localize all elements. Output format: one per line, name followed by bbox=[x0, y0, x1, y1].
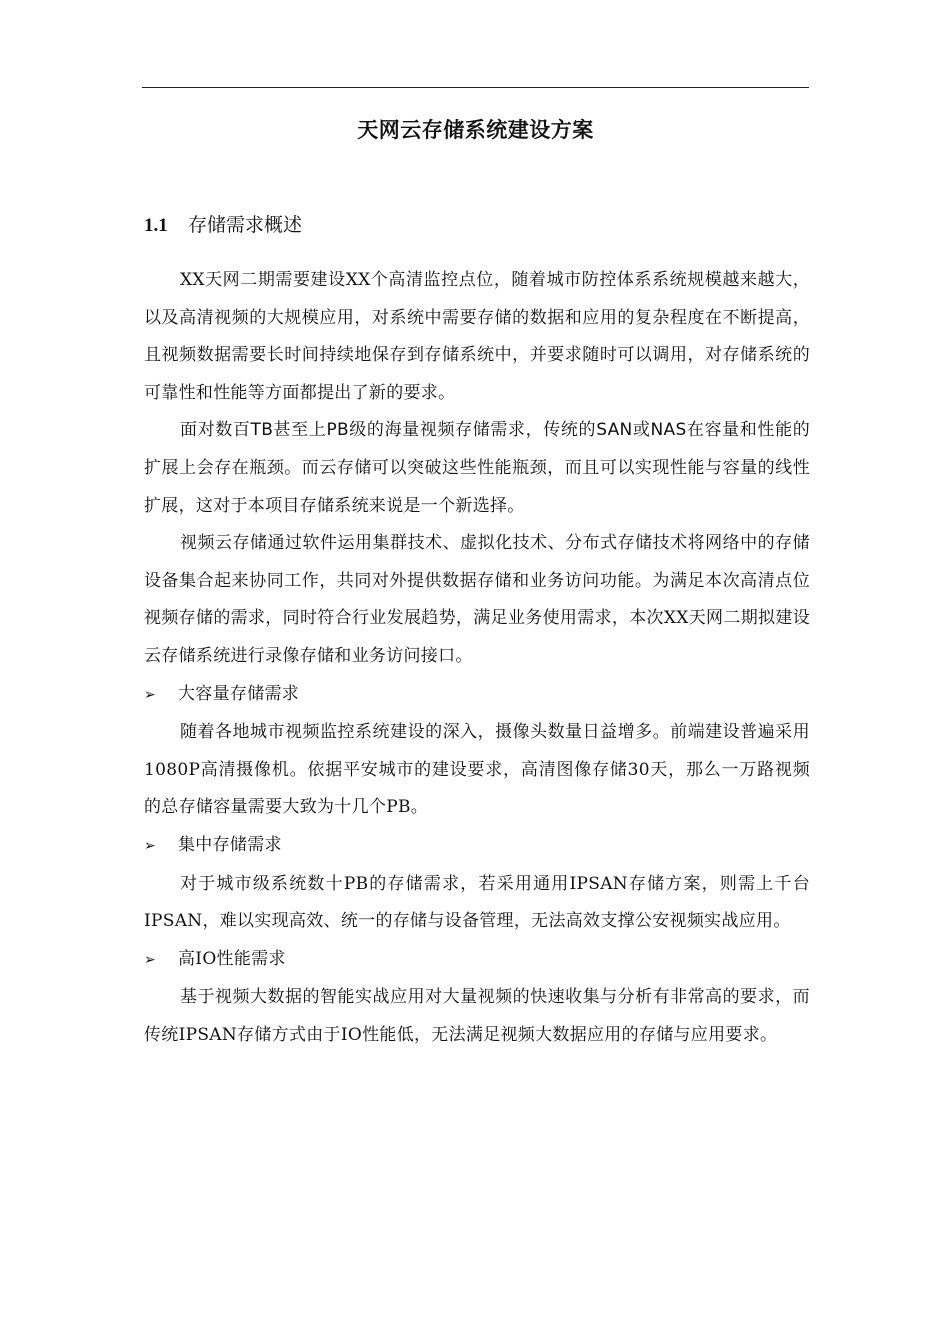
arrow-bullet-icon: ➢ bbox=[144, 951, 157, 968]
header-rule bbox=[142, 87, 809, 88]
p2-term-nas: NAS bbox=[650, 420, 687, 441]
requirement-heading-label: 大容量存储需求 bbox=[178, 683, 300, 704]
section-title: 存储需求概述 bbox=[188, 214, 303, 236]
paragraph-cloud-storage: 视频云存储通过软件运用集群技术、虚拟化技术、分布式存储技术将网络中的存储设备集合起来协同工作，共同对外提供数据存储和业务访问功能。为满足本次高清点位视频存储的需求，同时符合行业发展趋势，满足业务使用需求，本次XX天网二期拟建设云存储系统进行录像存储和业务访问接口。 bbox=[144, 533, 810, 666]
requirement-heading bbox=[144, 941, 810, 980]
p2-text-5: 在容量和性能的扩展上会存在瓶颈。而云存储可以突破这些性能瓶颈，而且可以实现性能与容量的线性扩展，这对于本项目存储系统来说是一个新选择。 bbox=[144, 420, 810, 516]
arrow-bullet-icon: ➢ bbox=[144, 686, 157, 703]
requirement-heading bbox=[144, 676, 810, 715]
p2-term-san: SAN bbox=[596, 420, 633, 441]
requirement-paragraph: 对于城市级系统数十PB的存储需求，若采用通用IPSAN存储方案，则需上千台IPSAN，难以实现高效、统一的存储与设备管理，无法高效支撑公安视频实战应用。 bbox=[144, 873, 810, 932]
requirement-paragraph: 基于视频大数据的智能实战应用对大量视频的快速收集与分析有非常高的要求，而传统IPSAN存储方式由于IO性能低，无法满足视频大数据应用的存储与应用要求。 bbox=[144, 987, 810, 1045]
document-body bbox=[144, 262, 810, 1054]
p2-text-2: 甚至上 bbox=[273, 420, 327, 441]
section-number: 1.1 bbox=[144, 215, 168, 236]
requirement-heading-label: 高IO性能需求 bbox=[178, 948, 286, 969]
requirement-heading-label: 集中存储需求 bbox=[178, 834, 282, 855]
requirement-paragraph: 随着各地城市视频监控系统建设的深入，摄像头数量日益增多。前端建设普遍采用1080P高清摄像机。依据平安城市的建设要求，高清图像存储30天，那么一万路视频的总存储容量需要大致为十几个PB。 bbox=[144, 722, 810, 818]
p2-text-1: 面对数百 bbox=[180, 420, 251, 441]
paragraph-overview: XX天网二期需要建设XX个高清监控点位，随着城市防控体系系统规模越来越大，以及高清视频的大规模应用，对系统中需要存储的数据和应用的复杂程度在不断提高，且视频数据需要长时间持续地保存到存储系统中，并要求随时可以调用，对存储系统的可靠性和性能等方面都提出了新的要求。 bbox=[144, 270, 810, 403]
requirement-heading bbox=[144, 827, 810, 866]
paragraph-capacity-bottleneck bbox=[144, 412, 810, 525]
section-heading bbox=[144, 208, 302, 242]
arrow-bullet-icon: ➢ bbox=[144, 837, 157, 854]
p2-term-pb: PB bbox=[326, 420, 349, 441]
p2-term-tb: TB bbox=[250, 420, 274, 441]
p2-text-3: 级的海量视频存储需求，传统的 bbox=[348, 420, 597, 441]
p2-text-4: 或 bbox=[632, 420, 651, 441]
document-title: 天网云存储系统建设方案 bbox=[357, 118, 594, 142]
